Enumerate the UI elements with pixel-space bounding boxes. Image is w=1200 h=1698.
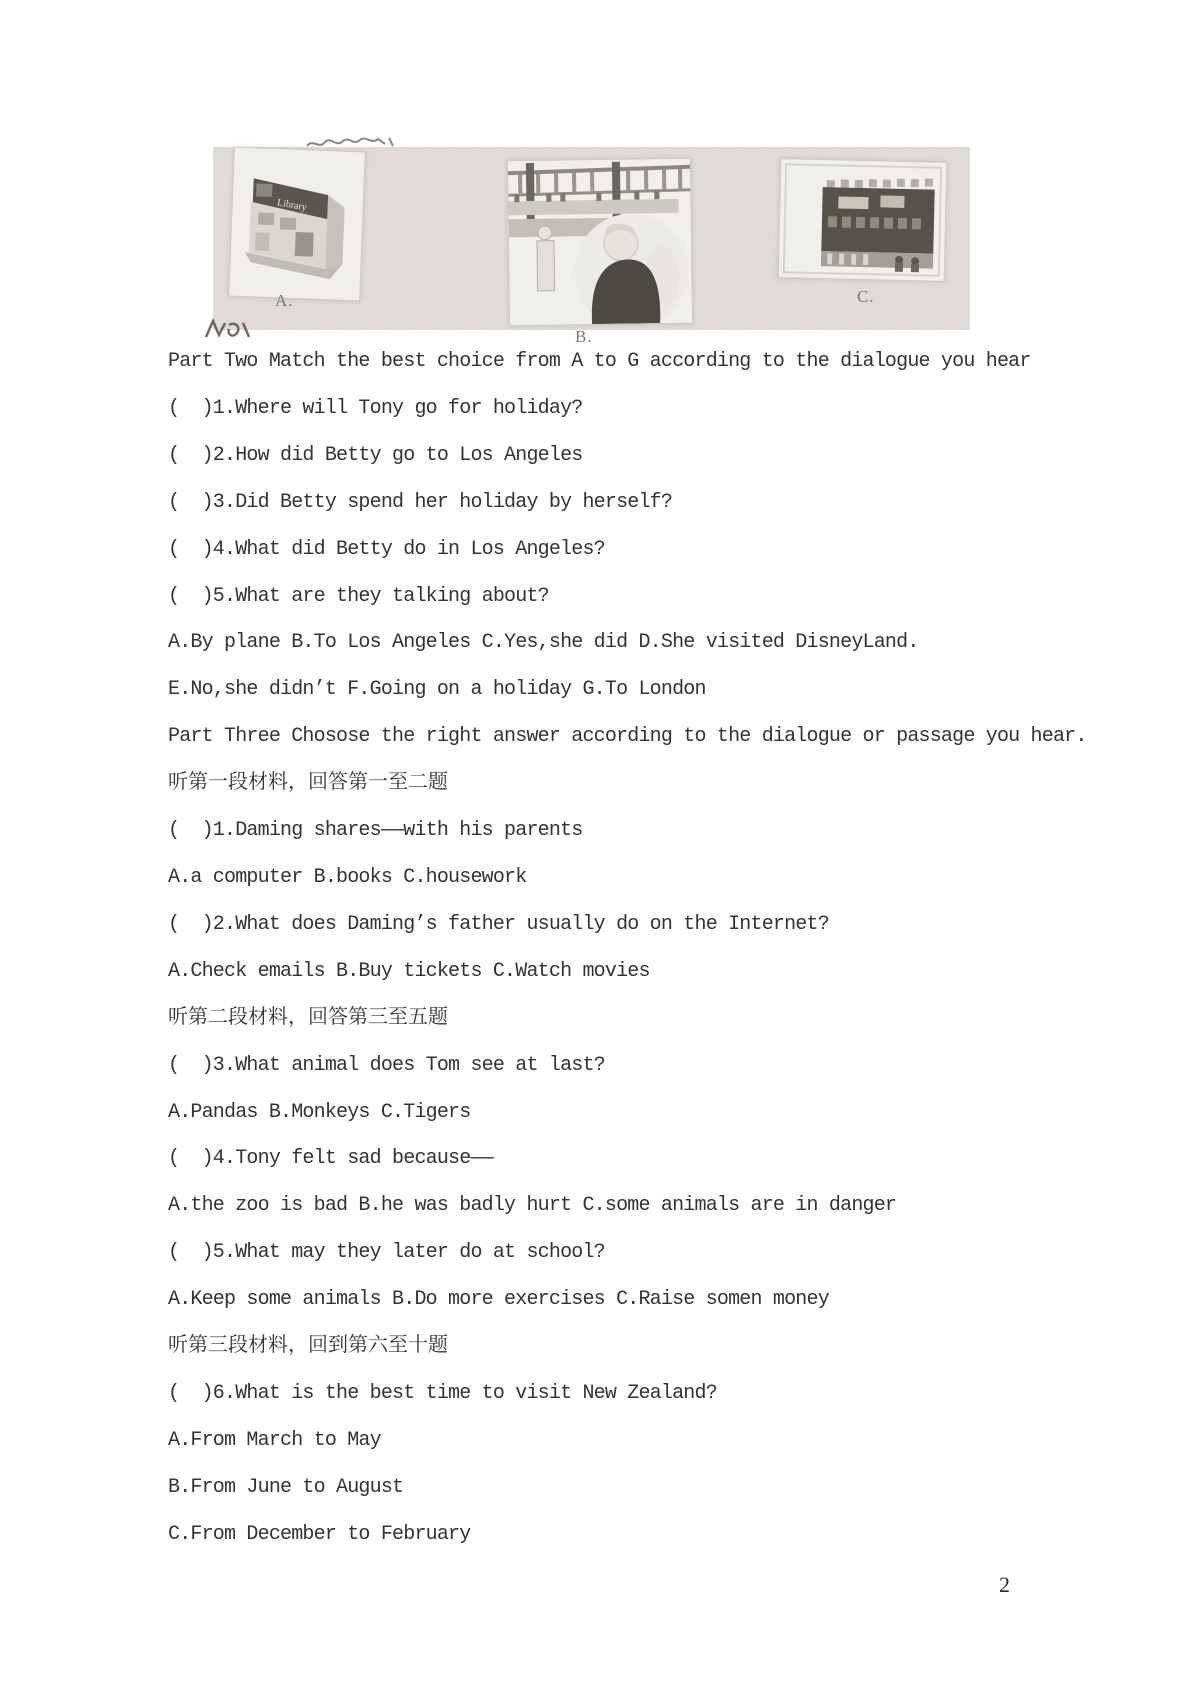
p2-question-4: ( )4.What did Betty do in Los Angeles? bbox=[168, 537, 605, 561]
p3-m1-q1-options: A.a computer B.books C.housework bbox=[168, 865, 527, 889]
part-three-heading: Part Three Chosose the right answer according to the dialogue or passage you hear. bbox=[168, 725, 1087, 749]
p3-m2-question-4: ( )4.Tony felt sad because—— bbox=[168, 1147, 493, 1171]
picture-a-label: A. bbox=[275, 291, 294, 310]
part-two-heading: Part Two Match the best choice from A to G according to the dialogue you hear bbox=[168, 350, 1031, 373]
p3-m3-question-6: ( )6.What is the best time to visit New Zealand? bbox=[168, 1381, 717, 1405]
picture-c-storefront bbox=[778, 158, 948, 282]
p3-m2-q5-options: A.Keep some animals B.Do more exercises C.Raise somen money bbox=[168, 1288, 829, 1312]
p3-m2-question-3: ( )3.What animal does Tom see at last? bbox=[168, 1053, 605, 1077]
material-2-heading: 听第二段材料，回答第三至五题 bbox=[168, 1006, 448, 1030]
exam-text bbox=[168, 339, 1158, 1559]
picture-b-label: B. bbox=[575, 327, 593, 346]
p2-question-5: ( )5.What are they talking about? bbox=[168, 584, 549, 608]
p3-m2-question-5: ( )5.What may they later do at school? bbox=[168, 1241, 605, 1265]
picture-b-shop-scene bbox=[507, 158, 693, 327]
listening-pictures-strip bbox=[213, 147, 970, 346]
material-3-heading: 听第三段材料，回到第六至十题 bbox=[168, 1335, 448, 1359]
p2-question-3: ( )3.Did Betty spend her holiday by herself? bbox=[168, 490, 673, 514]
p2-options-a-d: A.By plane B.To Los Angeles C.Yes,she did D.She visited DisneyLand. bbox=[168, 631, 919, 655]
p2-question-1: ( )1.Where will Tony go for holiday? bbox=[168, 396, 583, 420]
picture-c-label: C. bbox=[857, 287, 875, 306]
p3-m2-q3-options: A.Pandas B.Monkeys C.Tigers bbox=[168, 1100, 471, 1124]
p3-m3-q6-option-a: A.From March to May bbox=[168, 1428, 381, 1452]
p3-m2-q4-options: A.the zoo is bad B.he was badly hurt C.some animals are in danger bbox=[168, 1194, 897, 1218]
svg-text:Library: Library bbox=[276, 197, 308, 214]
p3-m1-question-1: ( )1.Daming shares——with his parents bbox=[168, 819, 583, 843]
material-1-heading: 听第一段材料，回答第一至二题 bbox=[168, 772, 448, 796]
p3-m3-q6-option-c: C.From December to February bbox=[168, 1522, 471, 1546]
p2-question-2: ( )2.How did Betty go to Los Angeles bbox=[168, 443, 583, 467]
p3-m3-q6-option-b: B.From June to August bbox=[168, 1475, 404, 1499]
p3-m1-question-2: ( )2.What does Daming’s father usually do on the Internet? bbox=[168, 912, 829, 936]
p3-m1-q2-options: A.Check emails B.Buy tickets C.Watch movies bbox=[168, 959, 650, 983]
picture-a-library bbox=[228, 147, 366, 302]
p2-options-e-g: E.No,she didn’t F.Going on a holiday G.To London bbox=[168, 678, 706, 702]
page-number: 2 bbox=[999, 1572, 1010, 1597]
